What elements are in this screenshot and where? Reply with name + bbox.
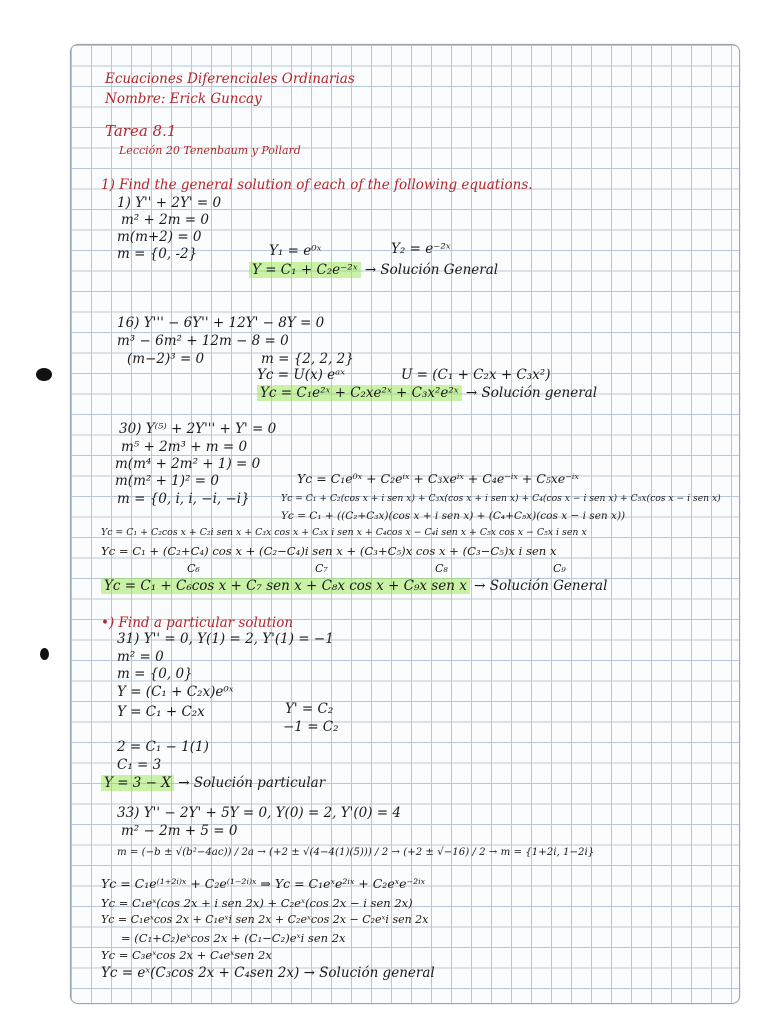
p30-c6-label: C₆ [187, 562, 200, 575]
task-title: Tarea 8.1 [105, 122, 177, 140]
p30-yc-3: Yc = C₁ + ((C₂+C₃x)(cos x + i sen x) + (C₄+C₅x)(cos x − i sen x)) [281, 510, 626, 522]
p16-line-1: 16) Y''' − 6Y'' + 12Y' − 8Y = 0 [117, 315, 325, 331]
p1-line-4: m = {0, -2} [117, 246, 198, 262]
p33-work-4: = (C₁+C₂)eˣcos 2x + (C₁−C₂)eˣi sen 2x [121, 931, 346, 945]
section1-instruction: 1) Find the general solution of each of the following equations. [101, 177, 533, 193]
grid-paper-sheet [70, 44, 740, 1004]
binder-hole-top [36, 368, 52, 381]
p31-solution-label: → Solución particular [178, 775, 326, 791]
p1-line-1: 1) Y'' + 2Y' = 0 [117, 195, 222, 211]
p1-y1: Y₁ = e⁰ˣ [269, 243, 322, 259]
p33-work-1: Yc = C₁e⁽¹⁺²ⁱ⁾ˣ + C₂e⁽¹⁻²ⁱ⁾ˣ ⇒ Yc = C₁eˣe²ⁱˣ + C₂eˣe⁻²ⁱˣ [101, 876, 426, 891]
p31-solution [101, 775, 325, 791]
p30-solution-label: → Solución General [474, 578, 608, 594]
p30-line-5: m = {0, i, i, −i, −i} [117, 491, 250, 507]
p1-y2: Y₂ = e⁻²ˣ [391, 241, 451, 257]
p30-c9-label: C₉ [553, 562, 566, 575]
p1-line-3: m(m+2) = 0 [117, 229, 202, 245]
p33-work-5: Yc = C₃eˣcos 2x + C₄eˣsen 2x [101, 948, 272, 962]
p33-line-1: 33) Y'' − 2Y' + 5Y = 0, Y(0) = 2, Y'(0) = 4 [117, 805, 401, 821]
p16-solution [257, 385, 597, 401]
section2-instruction: •) Find a particular solution [101, 615, 294, 631]
p30-c7-label: C₇ [315, 562, 328, 575]
p31-line-1: 31) Y'' = 0, Y(1) = 2, Y'(1) = −1 [117, 631, 334, 647]
lesson-reference: Lección 20 Tenenbaum y Pollard [119, 144, 301, 157]
p30-line-3: m(m⁴ + 2m² + 1) = 0 [115, 456, 261, 472]
p33-solution-label: → Solución general [303, 965, 435, 981]
p31-deriv-1: Y' = C₂ [285, 701, 334, 717]
p30-yc-5: Yc = C₁ + (C₂+C₄) cos x + (C₂−C₄)i sen x + (C₃+C₅)x cos x + (C₃−C₅)x i sen x [101, 544, 557, 558]
p16-line-2: m³ − 6m² + 12m − 8 = 0 [117, 333, 289, 349]
p30-solution [101, 578, 607, 594]
p1-solution [249, 262, 498, 278]
p1-solution-highlight: Y = C₁ + C₂e⁻²ˣ [249, 262, 361, 278]
p31-line-5: Y = C₁ + C₂x [117, 704, 205, 720]
p31-line-2: m² = 0 [117, 649, 164, 665]
p1-line-2: m² + 2m = 0 [121, 212, 209, 228]
p30-yc-2: Yc = C₁ + C₂(cos x + i sen x) + C₃x(cos x + i sen x) + C₄(cos x − i sen x) + C₅x(cos x − i sen x) [281, 493, 721, 504]
student-name: Nombre: Erick Guncay [105, 91, 262, 107]
p31-step-2: C₁ = 3 [117, 757, 162, 773]
p16-line-3: (m−2)³ = 0 [127, 351, 205, 367]
p31-line-3: m = {0, 0} [117, 666, 193, 682]
p31-line-4: Y = (C₁ + C₂x)e⁰ˣ [117, 684, 234, 700]
p1-solution-label: → Solución General [364, 262, 499, 278]
p16-u-form: U = (C₁ + C₂x + C₃x²) [401, 367, 551, 383]
p33-solution [101, 965, 435, 981]
p33-work-2: Yc = C₁eˣ(cos 2x + i sen 2x) + C₂eˣ(cos 2x − i sen 2x) [101, 896, 413, 910]
p30-yc-4: Yc = C₁ + C₂cos x + C₂i sen x + C₃x cos x + C₃x i sen x + C₄cos x − C₄i sen x + C₅x cos x − C₅x i sen x [101, 527, 587, 538]
p30-solution-highlight: Yc = C₁ + C₆cos x + C₇ sen x + C₈x cos x + C₉x sen x [101, 578, 470, 594]
p30-yc-1: Yc = C₁e⁰ˣ + C₂eⁱˣ + C₃xeⁱˣ + C₄e⁻ⁱˣ + C₅xe⁻ⁱˣ [297, 471, 579, 486]
p33-quadratic: m = (−b ± √(b²−4ac)) / 2a → (+2 ± √(4−4(1)(5))) / 2 → (+2 ± √−16) / 2 → m = {1+2i, 1−2i} [117, 847, 595, 858]
p30-line-2: m⁵ + 2m³ + m = 0 [121, 439, 248, 455]
p31-solution-highlight: Y = 3 − X [101, 775, 174, 791]
p16-solution-highlight: Yc = C₁e²ˣ + C₂xe²ˣ + C₃x²e²ˣ [257, 385, 462, 401]
p30-c8-label: C₈ [435, 562, 448, 575]
binder-hole-bottom [40, 648, 49, 660]
p33-solution-expression: Yc = eˣ(C₃cos 2x + C₄sen 2x) [101, 965, 300, 981]
p16-solution-label: → Solución general [465, 385, 598, 401]
p30-line-1: 30) Y⁽⁵⁾ + 2Y''' + Y' = 0 [119, 421, 277, 437]
p31-step-1: 2 = C₁ − 1(1) [117, 739, 209, 755]
p31-deriv-2: −1 = C₂ [283, 719, 339, 735]
p16-roots: m = {2, 2, 2} [261, 351, 354, 367]
p33-line-2: m² − 2m + 5 = 0 [121, 823, 238, 839]
p16-yc-form: Yc = U(x) eᵃˣ [257, 367, 346, 383]
p33-work-3: Yc = C₁eˣcos 2x + C₁eˣi sen 2x + C₂eˣcos 2x − C₂eˣi sen 2x [101, 913, 429, 926]
p30-line-4: m(m² + 1)² = 0 [115, 473, 219, 489]
course-title: Ecuaciones Diferenciales Ordinarias [105, 71, 355, 87]
